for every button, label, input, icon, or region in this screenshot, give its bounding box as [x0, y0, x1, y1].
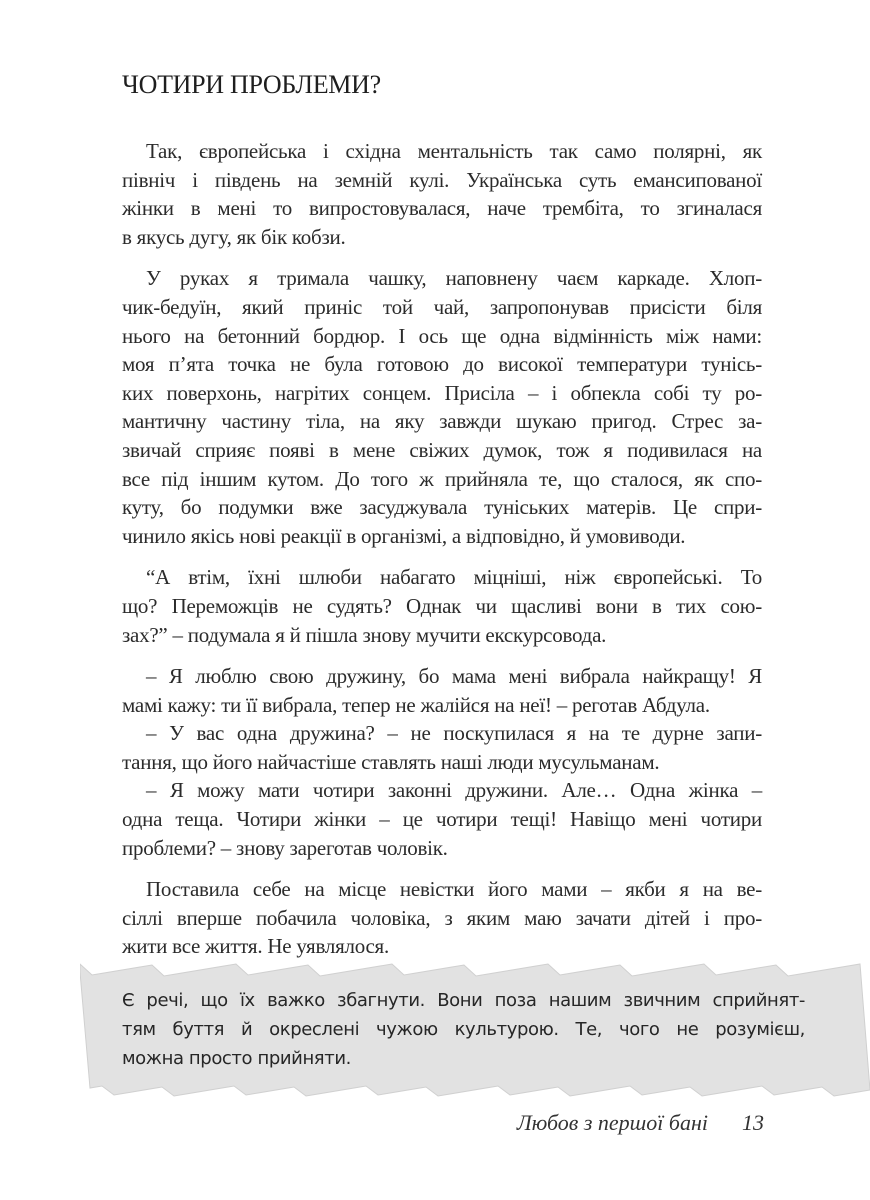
paragraph — [122, 563, 762, 649]
page-footer — [517, 1110, 764, 1136]
quote-box — [80, 958, 870, 1100]
text-line: звичай сприяє появі в мене свіжих думок, тож я подивилася на — [122, 437, 762, 462]
text-line: Так, європейська і східна ментальність так само полярні, як — [146, 139, 762, 163]
text-line: мамі кажу: ти її вибрала, тепер не жалійся на неї! – реготав Абдула. — [122, 692, 710, 717]
text-line: мантичну частину тіла, на яку завжди шукаю пригод. Стрес за- — [122, 409, 762, 434]
text-line: чинило якісь нові реакції в організмі, а відповідно, й умовиводи. — [122, 523, 686, 548]
text-line: одна теща. Чотири жінки – це чотири тещі! Навіщо мені чотири — [122, 807, 762, 832]
text-line: північ і південь на земній кулі. Українська суть емансипованої — [122, 167, 762, 192]
paragraph — [122, 137, 762, 251]
paragraph — [122, 264, 762, 550]
text-line: куту, бо подумки вже засуджувала туніських матерів. Це спри- — [122, 495, 762, 520]
text-line: жінки в мені то випростовувалася, наче трембіта, то згиналася — [122, 196, 762, 221]
quote-line: можна просто прийняти. — [122, 1048, 351, 1069]
text-line: сіллі вперше побачила чоловіка, з яким маю зачати дітей і про- — [122, 905, 762, 930]
text-line: нього на бетонний бордюр. І ось ще одна відмінність між нами: — [122, 323, 762, 348]
running-title: Любов з першої бані — [516, 1110, 708, 1135]
quote-line: Є речі, що їх важко збагнути. Вони поза нашим звичним сприйнят- — [122, 990, 805, 1011]
text-line: зах?” – подумала я й пішла знову мучити екскурсовода. — [122, 622, 607, 647]
text-line: чик-бедуїн, який приніс той чай, запропонував присісти біля — [122, 294, 762, 319]
text-line: в якусь дугу, як бік кобзи. — [122, 224, 346, 249]
paragraph — [122, 875, 762, 961]
text-line: ких поверхонь, нагрітих сонцем. Присіла – і обпекла собі ту ро- — [122, 380, 762, 405]
text-line: – Я можу мати чотири законні дружини. Але… Одна жінка – — [146, 778, 762, 803]
paragraph — [122, 662, 762, 862]
text-line: все під іншим кутом. До того ж прийняла те, що сталося, як спо- — [122, 466, 762, 491]
text-line: проблеми? – знову зареготав чоловік. — [122, 835, 448, 860]
chapter-heading: ЧОТИРИ ПРОБЛЕМИ? — [122, 70, 381, 99]
text-line: У руках я тримала чашку, наповнену чаєм каркаде. Хлоп- — [146, 266, 762, 291]
text-line: “А втім, їхні шлюби набагато міцніші, ніж європейські. То — [146, 565, 762, 590]
text-line: – У вас одна дружина? – не поскупилася я на те дурне запи- — [146, 721, 762, 746]
text-line: Поставила себе на місце невістки його мами – якби я на ве- — [146, 877, 762, 902]
text-line: тання, що його найчастіше ставлять наші люди мусульманам. — [122, 749, 660, 774]
text-line: що? Переможців не судять? Однак чи щасливі вони в тих сою- — [122, 593, 762, 618]
page-number: 13 — [742, 1110, 764, 1135]
text-line: жити все життя. Не уявлялося. — [122, 934, 389, 959]
text-line: моя п’ята точка не була готовою до високої температури тунісь- — [122, 352, 762, 377]
body-text — [122, 137, 762, 974]
text-line: – Я люблю свою дружину, бо мама мені вибрала найкращу! Я — [146, 664, 762, 689]
quote-line: тям буття й окреслені чужою культурою. Те, чого не розумієш, — [122, 1019, 805, 1040]
quote-text — [122, 986, 805, 1073]
